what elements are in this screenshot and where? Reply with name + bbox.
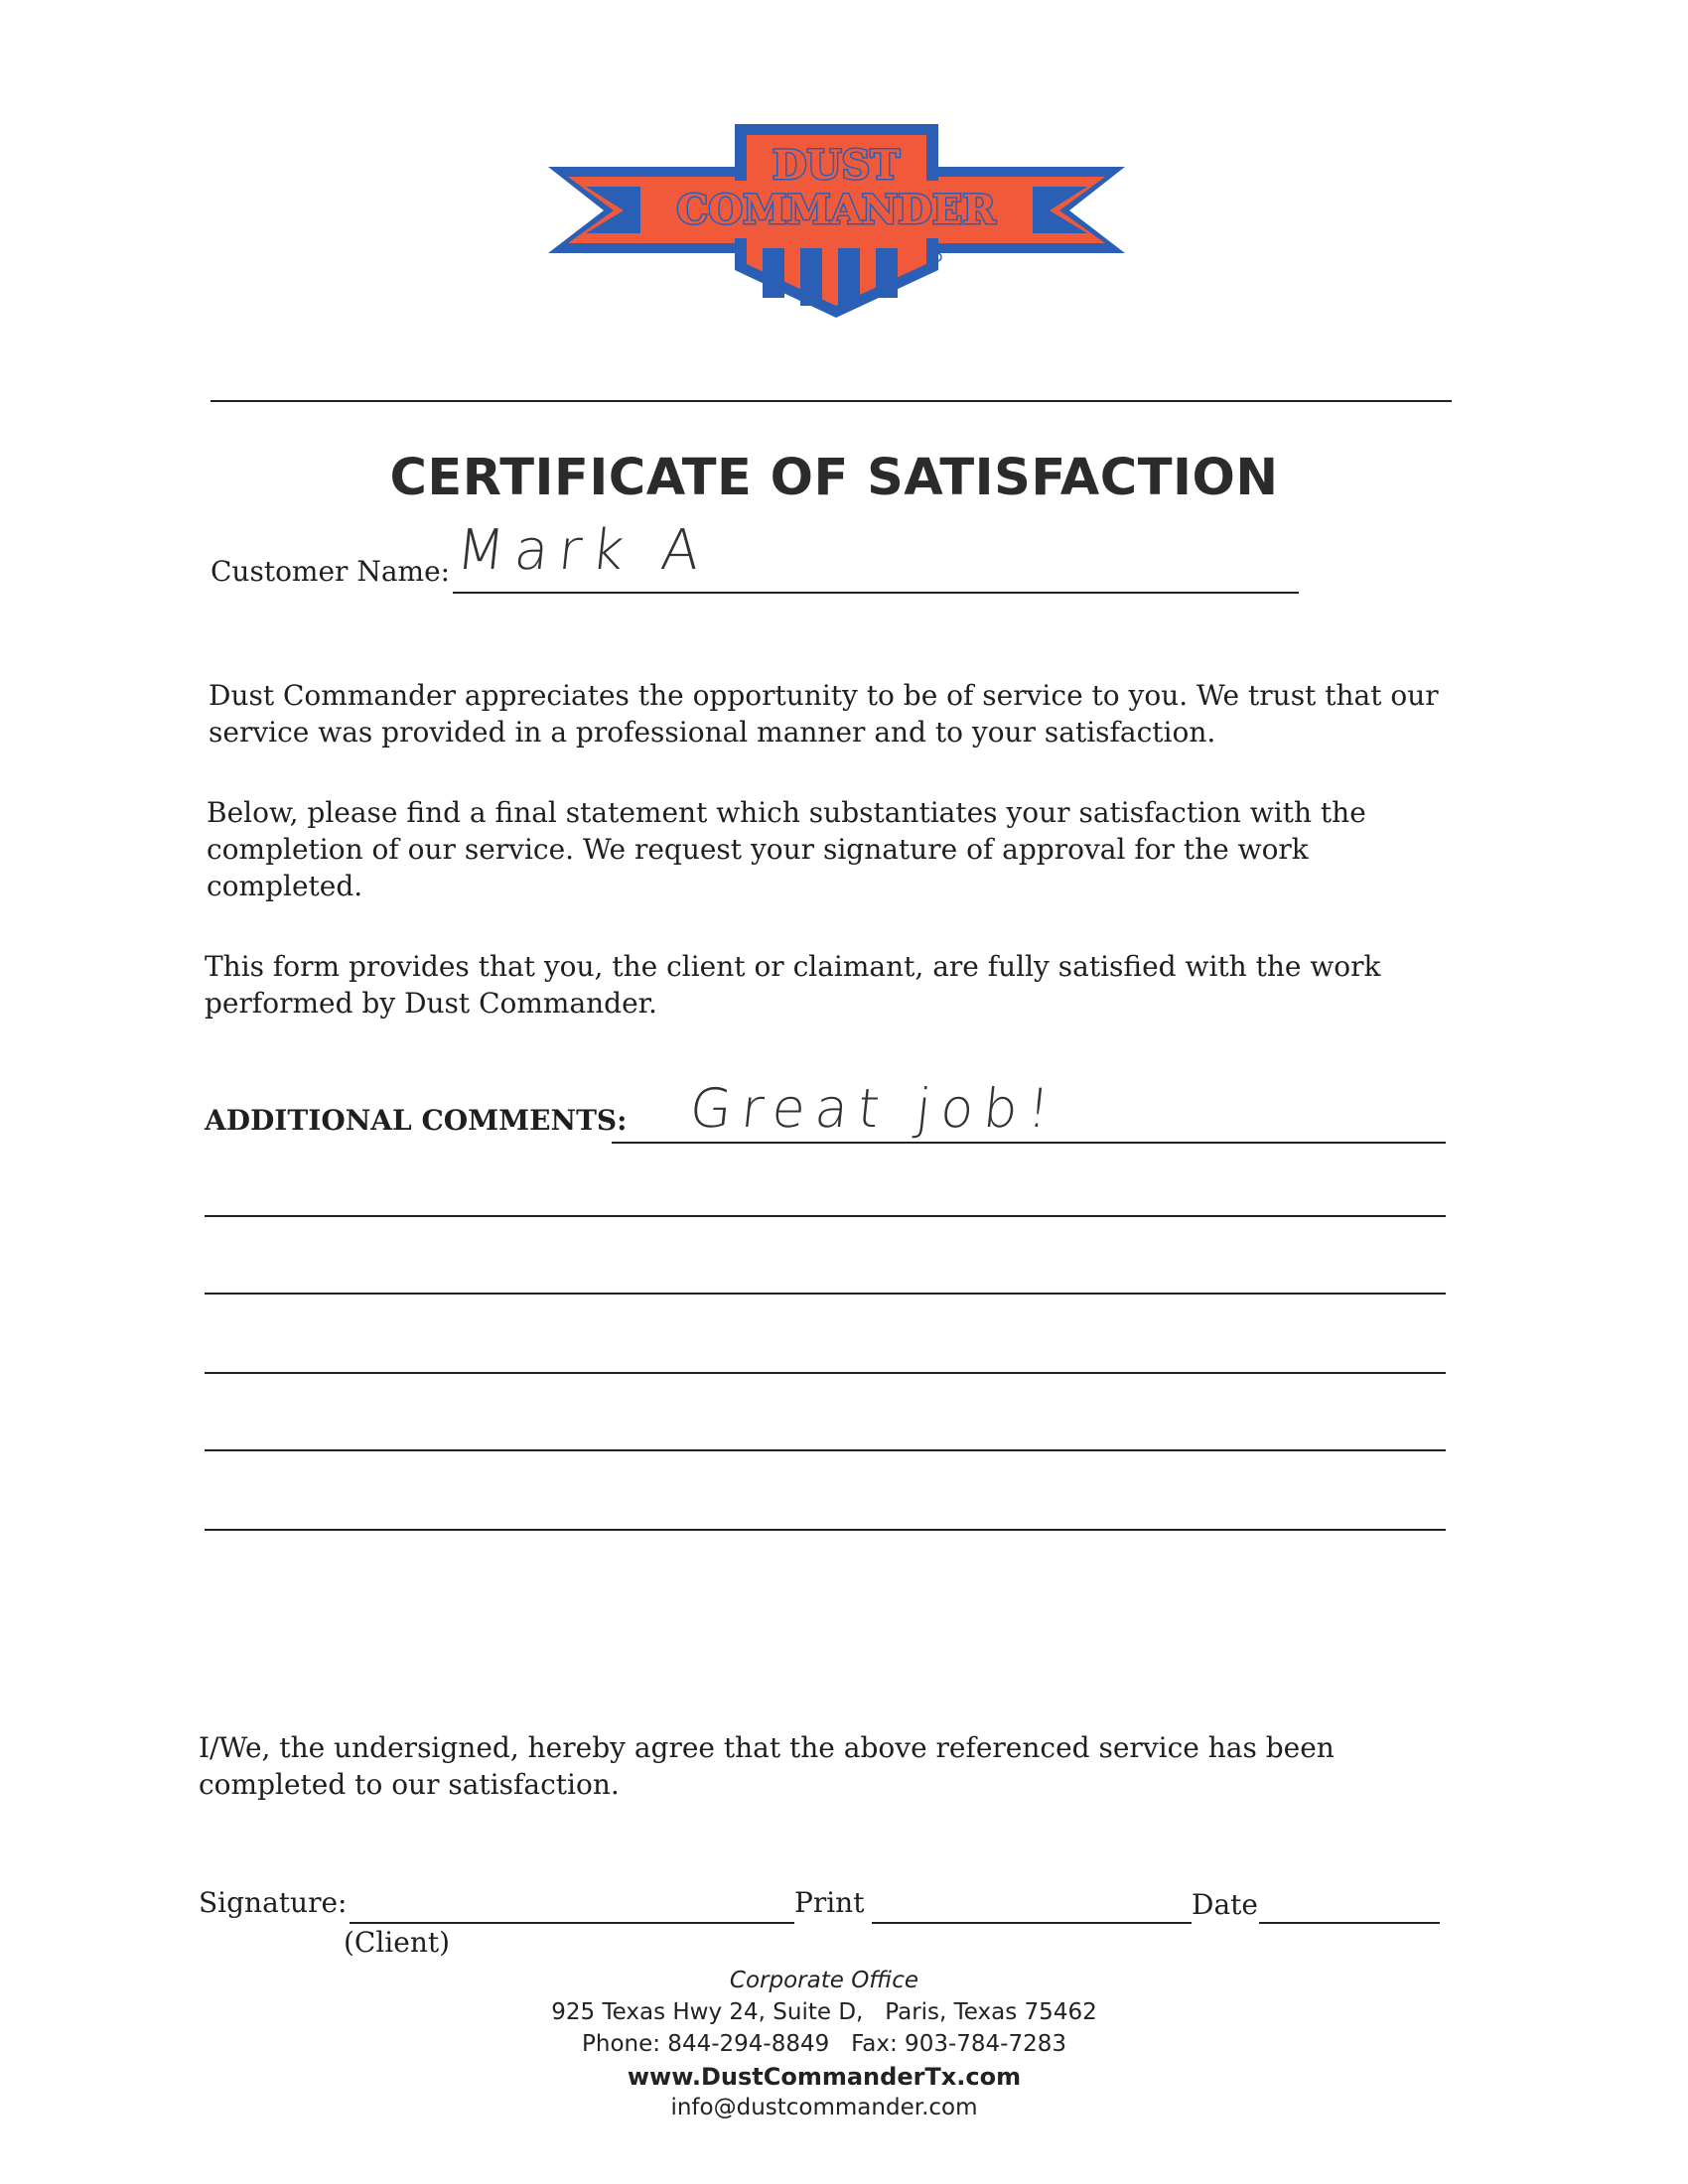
signature-label: Signature: [199,1886,348,1919]
comment-line-4 [205,1372,1446,1374]
logo-text-line1: DUST [772,142,901,189]
comment-line-3 [205,1293,1446,1295]
print-label: Print [794,1886,865,1919]
agreement-statement: I/We, the undersigned, hereby agree that the above referenced service has been completed to our satisfaction. [199,1731,1335,1801]
statement-paragraph: Below, please find a final statement which substantiates your satisfaction with the completion of our service. We request your signature of approval for the work completed. [207,796,1366,902]
logo-text-line2: COMMANDER [676,187,996,233]
footer-office: Corporate Office [729,1968,919,1993]
date-label: Date [1192,1888,1258,1921]
signature-line [350,1922,794,1924]
header-divider [211,400,1452,402]
dust-commander-logo [546,119,1127,323]
comment-line-5 [205,1449,1446,1451]
customer-name-label: Customer Name: [211,555,451,588]
customer-name-value[interactable]: Mark A [453,518,713,583]
footer-phone-fax: Phone: 844-294-8849 Fax: 903-784-7283 [582,2031,1066,2057]
footer-address: 925 Texas Hwy 24, Suite D, Paris, Texas 75462 [551,1999,1097,2025]
additional-comments-label: ADDITIONAL COMMENTS: [205,1104,628,1137]
comment-line-2 [205,1215,1446,1217]
client-label: (Client) [344,1926,451,1959]
comment-line-1 [612,1142,1446,1144]
footer-email[interactable]: info@dustcommander.com [670,2095,978,2120]
customer-name-line [453,592,1299,594]
intro-paragraph: Dust Commander appreciates the opportunity to be of service to you. We trust that our service was provided in a professional manner and to your satisfaction. [209,679,1439,749]
footer-website[interactable]: www.DustCommanderTx.com [627,2063,1022,2091]
additional-comments-value[interactable]: Great job! [686,1077,1062,1140]
date-line [1259,1922,1440,1924]
print-line [872,1922,1192,1924]
comment-line-6 [205,1529,1446,1531]
satisfaction-paragraph: This form provides that you, the client or claimant, are fully satisfied with the work performed by Dust Commander. [205,950,1381,1020]
page-title: CERTIFICATE OF SATISFACTION [389,449,1279,507]
